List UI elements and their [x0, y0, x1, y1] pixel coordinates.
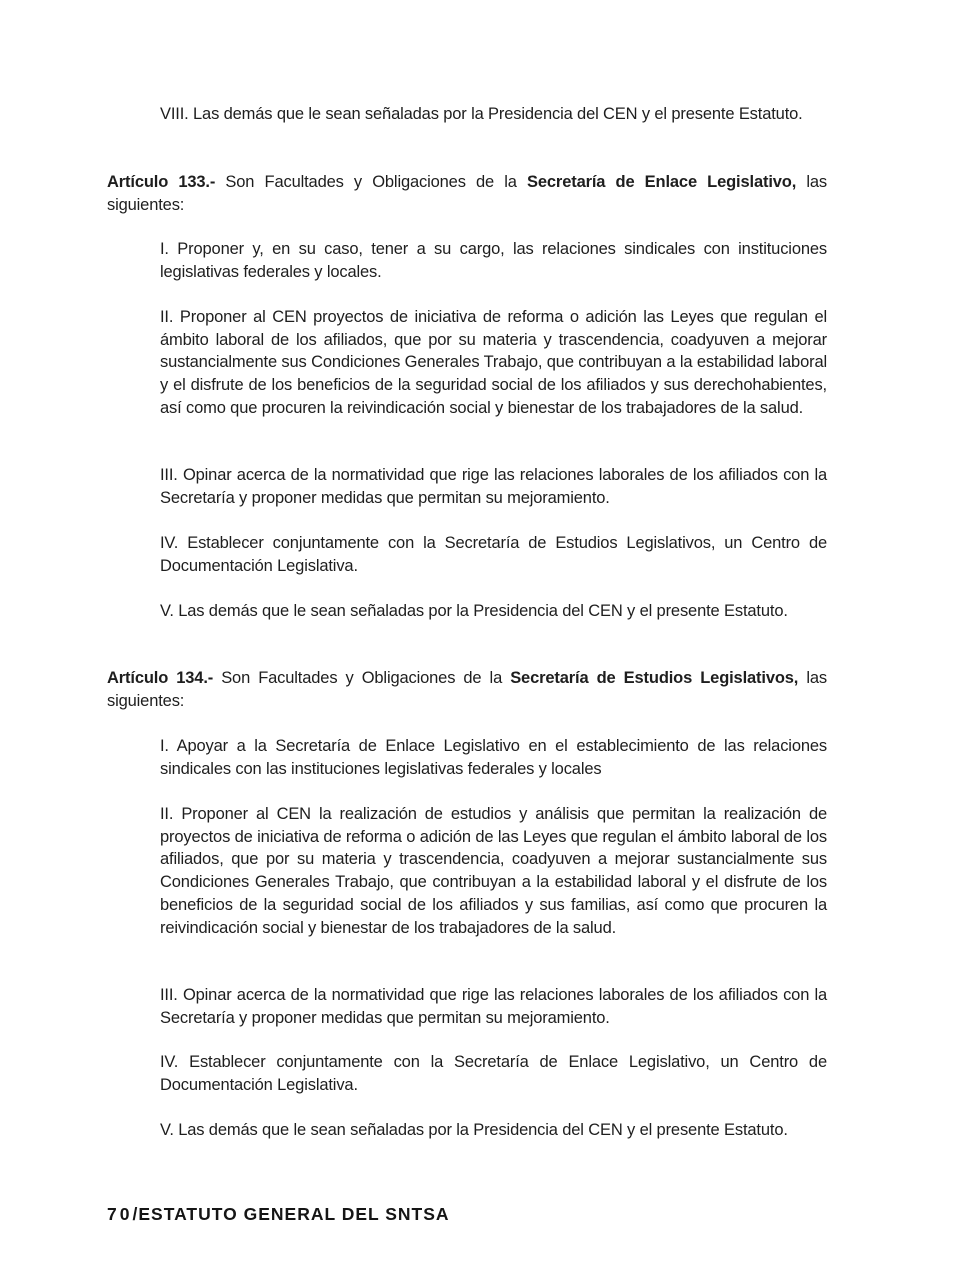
- page-footer: [107, 1204, 450, 1225]
- list-item-art134-iv: IV. Establecer conjuntamente con la Secretaría de Enlace Legislativo, un Centro de Documentación Legislativa.: [160, 1053, 827, 1094]
- article-133-intro: Son Facultades y Obligaciones de la: [215, 173, 528, 191]
- list-item-art133-ii: II. Proponer al CEN proyectos de iniciativa de reforma o adición las Leyes que regulan el ámbito laboral de los afiliados, que por su materia y trascendencia, coadyuven a mejorar sustancialmente sus Condiciones Generales Trabajo, que contribuyan a la estabilidad laboral y el disfrute de los beneficios de la seguridad social de los afiliados y sus derechohabientes, así como que procuren la reivindicación social y bienestar de los trabajadores de la salud.: [160, 308, 827, 417]
- list-item-art134-v: V. Las demás que le sean señaladas por la Presidencia del CEN y el presente Estatuto.: [160, 1121, 788, 1139]
- article-134-label: Artículo 134.-: [107, 669, 214, 687]
- article-133-heading: [107, 171, 827, 216]
- list-item-art134-ii: II. Proponer al CEN la realización de estudios y análisis que permitan la realización de proyectos de iniciativa de reforma o adición de las Leyes que regulan el ámbito laboral de los afiliados, que por su materia y trascendencia, coadyuven a mejorar sustancialmente sus Condiciones Generales Trabajo, que contribuyan a la estabilidad laboral y el disfrute de los beneficios de la seguridad social de los afiliados y sus familias, así como que procuren la reivindicación social y bienestar de los trabajadores de la salud.: [160, 805, 827, 937]
- article-134-intro: Son Facultades y Obligaciones de la: [213, 669, 511, 687]
- article-134-heading: [107, 667, 827, 712]
- list-item-art133-v: V. Las demás que le sean señaladas por la Presidencia del CEN y el presente Estatuto.: [160, 602, 788, 620]
- article-133-tail: las siguientes:: [107, 173, 827, 214]
- list-item-art133-i: I. Proponer y, en su caso, tener a su cargo, las relaciones sindicales con instituciones legislativas federales y locales.: [160, 240, 827, 281]
- footer-separator: /: [132, 1204, 139, 1224]
- article-134-entity: Secretaría de Estudios Legislativos,: [510, 669, 799, 687]
- list-item-art133-iii: III. Opinar acerca de la normatividad que rige las relaciones laborales de los afiliados con la Secretaría y proponer medidas que permitan su mejoramiento.: [160, 466, 827, 507]
- list-item-art134-i: I. Apoyar a la Secretaría de Enlace Legislativo en el establecimiento de las relaciones sindicales con las instituciones legislativas federales y locales: [160, 737, 827, 778]
- footer-title: ESTATUTO GENERAL DEL SNTSA: [138, 1204, 450, 1224]
- list-item-art133-iv: IV. Establecer conjuntamente con la Secretaría de Estudios Legislativos, un Centro de Documentación Legislativa.: [160, 534, 827, 575]
- page-number: 70: [107, 1204, 133, 1224]
- list-item-art134-iii: III. Opinar acerca de la normatividad que rige las relaciones laborales de los afiliados con la Secretaría y proponer medidas que permitan su mejoramiento.: [160, 986, 827, 1027]
- article-134-tail: las siguientes:: [107, 669, 827, 710]
- article-133-label: Artículo 133.-: [107, 173, 216, 191]
- article-133-entity: Secretaría de Enlace Legislativo,: [527, 173, 797, 191]
- list-item-art132-viii: VIII. Las demás que le sean señaladas por la Presidencia del CEN y el presente Estatuto.: [160, 105, 803, 123]
